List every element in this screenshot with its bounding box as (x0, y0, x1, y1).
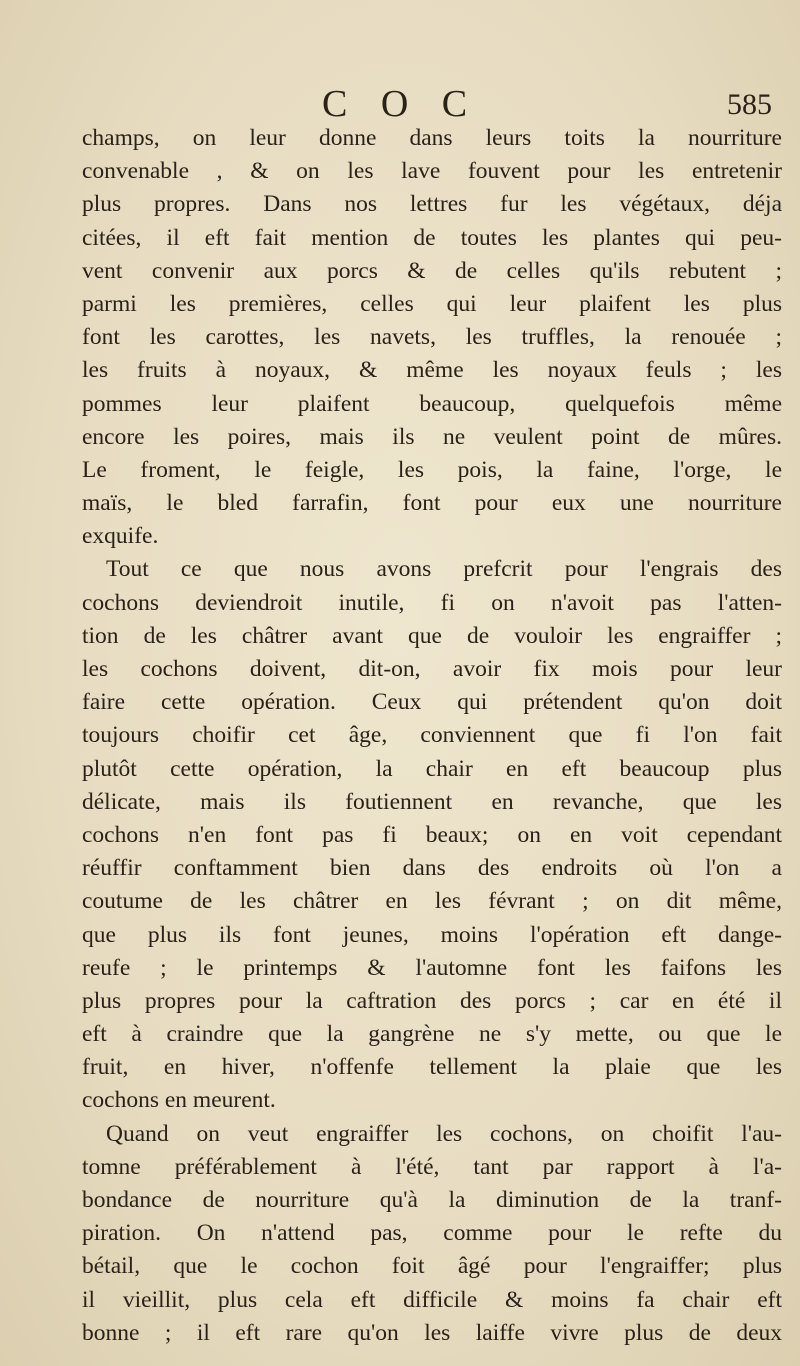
text-line: eft à craindre que la gangrène ne s'y mette, ou que le (82, 1021, 782, 1048)
text-line: maïs, le bled farrafin, font pour eux une nourriture (82, 490, 782, 517)
text-line: font les carottes, les navets, les truffles, la renouée ; (82, 324, 782, 351)
text-line: tion de les châtrer avant que de vouloir les engraiffer ; (82, 622, 782, 649)
text-line: réuffir conftamment bien dans des endroits où l'on a (82, 855, 782, 882)
text-line: délicate, mais ils foutiennent en revanche, que les (82, 788, 782, 815)
text-line: Le froment, le feigle, les pois, la faine, l'orge, le (82, 456, 782, 483)
text-line: bondance de nourriture qu'à la diminution de la tranf- (82, 1187, 782, 1213)
text-line: bonne ; il eft rare qu'on les laiffe vivre plus de deux (82, 1319, 782, 1346)
text-line: piration. On n'attend pas, comme pour le refte du (82, 1220, 782, 1247)
text-line: cochons en meurent. (82, 1087, 276, 1114)
text-line: fruit, en hiver, n'offenfe tellement la plaie que les (82, 1054, 782, 1081)
text-line: plutôt cette opération, la chair en eft beaucoup plus (82, 755, 782, 782)
body-text (82, 122, 782, 1350)
text-line: tomne préférablement à l'été, tant par rapport à l'a- (82, 1153, 782, 1180)
text-line: pommes leur plaifent beaucoup, quelquefois même (82, 390, 782, 417)
text-line: Quand on veut engraiffer les cochons, on choifit l'au- (106, 1120, 782, 1147)
text-line: que plus ils font jeunes, moins l'opération eft dange- (82, 921, 782, 948)
text-line: les cochons doivent, dit-on, avoir fix mois pour leur (82, 656, 782, 682)
text-line: il vieillit, plus cela eft difficile & moins fa chair eft (82, 1286, 782, 1313)
text-line: bétail, que le cochon foit âgé pour l'engraiffer; plus (82, 1253, 782, 1280)
text-line: plus propres pour la caftration des porcs ; car en été il (82, 987, 782, 1014)
text-line: reufe ; le printemps & l'automne font les faifons les (82, 954, 782, 981)
page-number: 585 (727, 88, 772, 121)
text-line: faire cette opération. Ceux qui prétendent qu'on doit (82, 689, 782, 716)
text-line: Tout ce que nous avons prefcrit pour l'engrais des (106, 556, 782, 583)
text-line: les fruits à noyaux, & même les noyaux feuls ; les (82, 357, 782, 384)
text-line: encore les poires, mais ils ne veulent point de mûres. (82, 423, 782, 450)
text-line: champs, on leur donne dans leurs toits la nourriture (82, 125, 782, 151)
text-line: parmi les premières, celles qui leur plaifent les plus (82, 290, 782, 317)
text-line: cochons n'en font pas fi beaux; on en voit cependant (82, 821, 782, 848)
text-line: exquife. (82, 523, 159, 550)
text-line: toujours choifir cet âge, conviennent que fi l'on fait (82, 722, 782, 749)
text-line: coutume de les châtrer en les févrant ; on dit même, (82, 888, 782, 915)
text-line: vent convenir aux porcs & de celles qu'ils rebutent ; (82, 257, 782, 284)
text-line: cochons deviendroit inutile, fi on n'avoit pas l'atten- (82, 589, 782, 616)
running-title: C O C (322, 83, 480, 125)
text-line: citées, il eft fait mention de toutes les plantes qui peu- (82, 224, 782, 251)
text-line: convenable , & on les lave fouvent pour les entretenir (82, 158, 782, 185)
text-line: plus propres. Dans nos lettres fur les végétaux, déja (82, 191, 782, 218)
